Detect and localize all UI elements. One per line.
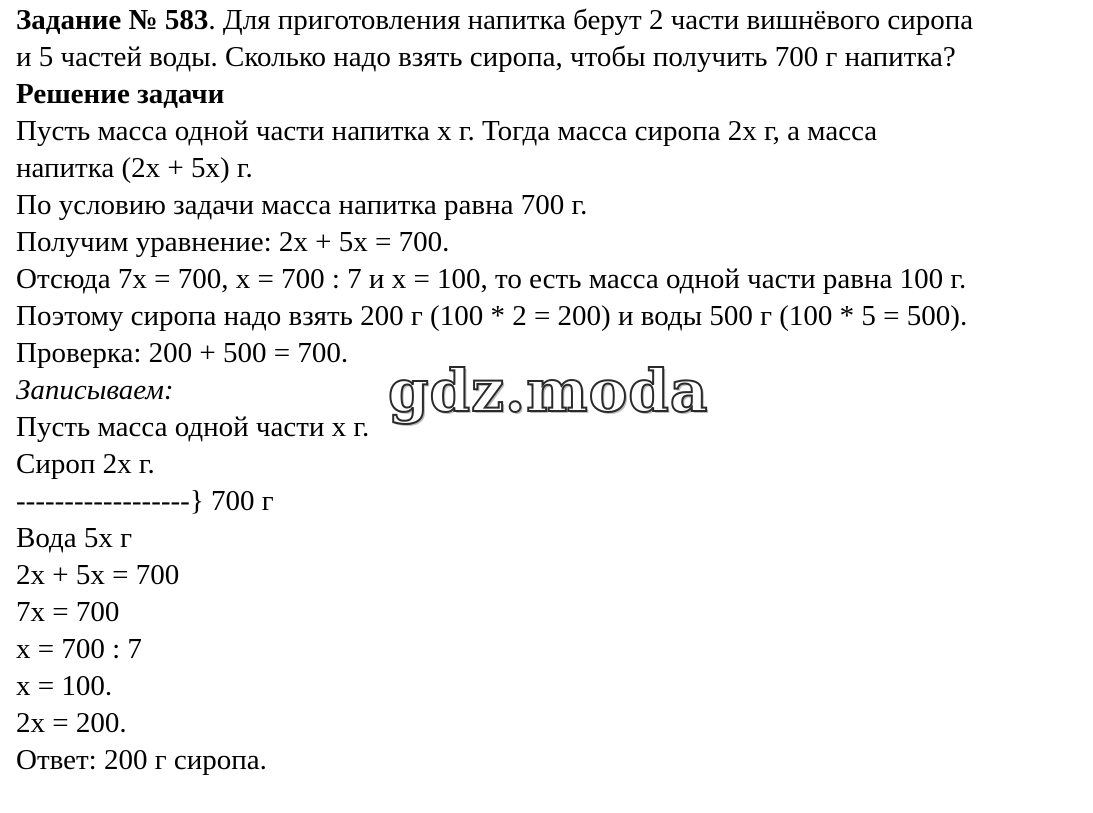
task-statement-line-1 [16,2,1086,39]
equation-line: х = 100. [16,670,113,702]
solution-line: Проверка: 200 + 500 = 700. [16,337,349,369]
solution-line: Отсюда 7х = 700, х = 700 : 7 и х = 100, то есть масса одной части равна 100 г. [16,263,967,295]
record-line: Пусть масса одной части х г. [16,411,370,443]
equation-line: х = 700 : 7 [16,633,142,665]
equation-line: 2х + 5х = 700 [16,559,180,591]
record-brace-line: ------------------} 700 г [16,485,274,517]
equation-line: 2х = 200. [16,707,127,739]
record-line: Сироп 2х г. [16,448,155,480]
solution-line: По условию задачи масса напитка равна 700 г. [16,189,588,221]
solution-heading: Решение задачи [16,78,225,110]
equation-line: 7х = 700 [16,596,120,628]
solution-line: Пусть масса одной части напитка х г. Тогда масса сиропа 2х г, а масса [16,115,878,147]
task-text-part-1: . Для приготовления напитка берут 2 части вишнёвого сиропа [208,4,974,36]
solution-line: напитка (2х + 5х) г. [16,152,253,184]
task-number-heading: Задание № 583 [16,4,209,36]
solution-line: Поэтому сиропа надо взять 200 г (100 * 2 = 200) и воды 500 г (100 * 5 = 500). [16,300,968,332]
task-statement-line-2: и 5 частей воды. Сколько надо взять сиропа, чтобы получить 700 г напитка? [16,41,956,73]
solution-line: Получим уравнение: 2х + 5х = 700. [16,226,450,258]
answer-line: Ответ: 200 г сиропа. [16,744,267,776]
record-heading: Записываем: [16,374,174,406]
site-watermark: gdz.moda [388,357,709,425]
record-line: Вода 5х г [16,522,133,554]
